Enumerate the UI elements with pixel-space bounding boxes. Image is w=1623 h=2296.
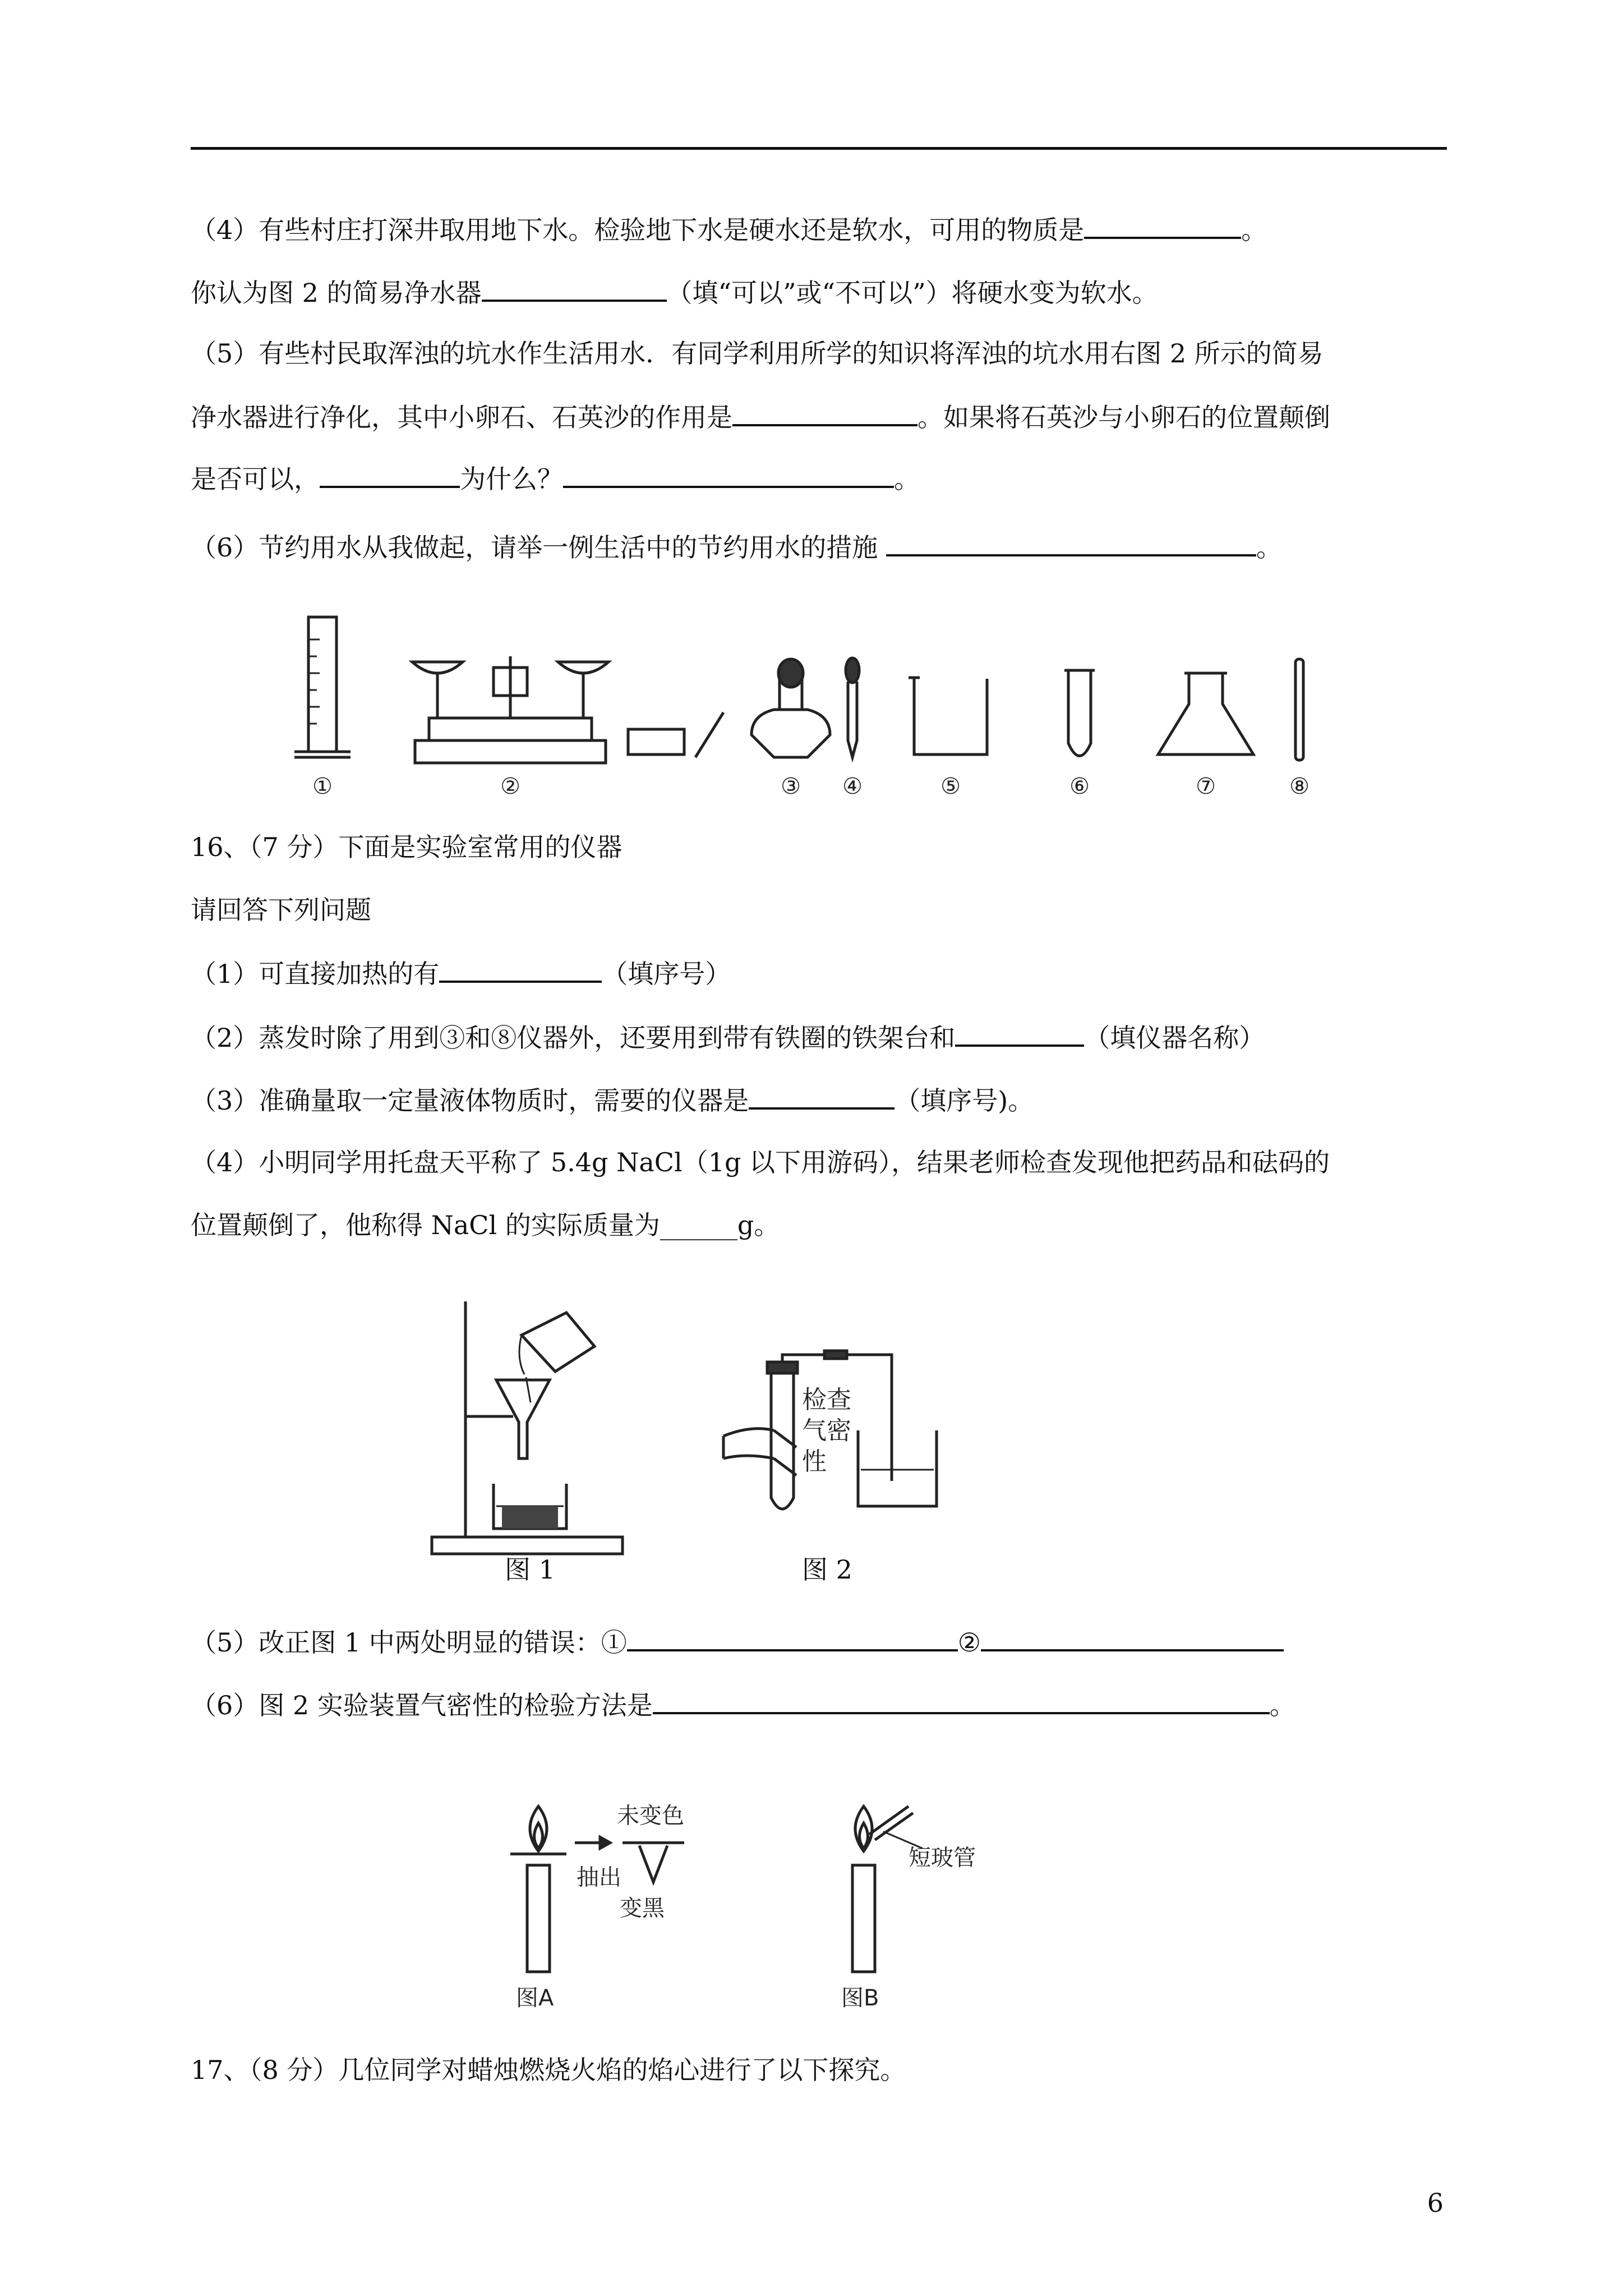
fig2-label-line2: 气密 [802,1416,851,1445]
q16-p6-end: 。 [1269,1690,1295,1720]
figA-bottom-label: 变黑 [620,1895,665,1921]
q16-p2 [191,1020,1265,1055]
answer-blank[interactable] [482,275,667,302]
figB-caption: 图B [841,1985,879,2011]
q16-p1 [191,956,731,991]
q16-p3-end: （填序号)。 [895,1085,1034,1116]
q15-p4a [191,212,1267,247]
fig2-label-line3: 性 [802,1447,827,1476]
figA-caption: 图A [516,1985,554,2011]
instrument-label: ④ [842,774,863,799]
q16-intro: 请回答下列问题 [191,895,371,925]
test-tube-icon [1064,670,1095,756]
q15-p5c-mid: 为什么？ [460,464,563,494]
q15-p6-text: （6）节约用水从我做起，请举一例生活中的节约用水的措施 [191,532,878,563]
fig1-caption: 图 1 [505,1554,555,1585]
instrument-label: ② [500,774,520,799]
alcohol-lamp-icon [751,659,830,757]
q16-p2-text: （2）蒸发时除了用到③和⑧仪器外，还要用到带有铁圈的铁架台和 [191,1023,956,1053]
q16-p3 [191,1083,1034,1117]
glass-rod-icon [1295,659,1303,760]
instrument-label: ③ [781,774,801,799]
answer-blank[interactable] [981,1625,1284,1651]
answer-blank[interactable] [627,1625,958,1651]
q15-p4b-text: 你认为图 2 的简易净水器 [191,278,482,308]
instrument-label: ⑧ [1289,774,1310,799]
answer-blank[interactable] [320,461,460,488]
q15-p4b-end: （填“可以”或“不可以”）将硬水变为软水。 [666,278,1158,308]
fig2-caption: 图 2 [802,1554,852,1585]
answer-blank[interactable] [1084,212,1241,239]
figA-arrow-label: 抽出 [577,1865,621,1890]
graduated-cylinder-icon [294,617,351,757]
figA-top-label: 未变色 [617,1803,684,1829]
page-number: 6 [1427,2188,1444,2218]
q16-p1-end: （填序号） [602,959,731,989]
instrument-label: ⑤ [940,774,961,799]
q16-p5 [191,1625,1284,1659]
q16-p5-text: （5）改正图 1 中两处明显的错误：① [191,1627,627,1658]
q15-p5c [191,461,920,496]
q15-p4a-end: 。 [1241,215,1267,245]
instrument-label: ① [312,774,333,799]
balance-icon [412,656,723,763]
q15-p5c-end: 。 [894,464,920,494]
answer-blank[interactable] [732,399,917,426]
q16-p4b: 位置颠倒了，他称得 NaCl 的实际质量为______g。 [191,1210,780,1240]
q15-p5a: （5）有些村民取浑浊的坑水作生活用水．有同学利用所学的知识将浑浊的坑水用右图 2 所示的简易 [191,338,1324,369]
q15-p6 [191,530,1282,564]
answer-blank[interactable] [955,1020,1084,1047]
q17-title: 17、（8 分）几位同学对蜡烛燃烧火焰的焰心进行了以下探究。 [191,2055,906,2085]
q16-p6 [191,1687,1295,1722]
q15-p4b [191,275,1158,310]
q15-p6-end: 。 [1256,532,1282,563]
candle-figures [505,1795,1066,2031]
q16-p6-text: （6）图 2 实验装置气密性的检验方法是 [191,1690,653,1720]
answer-blank[interactable] [886,530,1256,556]
q16-title: 16、（7 分）下面是实验室常用的仪器 [191,832,623,862]
header-rule [191,147,1447,150]
conical-flask-icon [1158,673,1253,754]
q15-p5b [191,399,1330,434]
q15-p4a-text: （4）有些村庄打深井取用地下水。检验地下水是硬水还是软水，可用的物质是 [191,215,1085,245]
q16-p4a: （4）小明同学用托盘天平称了 5.4g NaCl（1g 以下用游码），结果老师检查发现他把药品和砝码的 [191,1147,1330,1177]
fig2-label-line1: 检查 [802,1386,851,1414]
q16-p3-text: （3）准确量取一定量液体物质时，需要的仪器是 [191,1085,749,1116]
q16-p1-text: （1）可直接加热的有 [191,959,440,989]
filtration-figure [404,1290,662,1565]
answer-blank[interactable] [563,461,894,488]
figB-label: 短玻管 [909,1845,976,1871]
answer-blank[interactable] [653,1687,1270,1714]
beaker-icon [909,678,987,754]
q16-p2-end: （填仪器名称） [1084,1023,1265,1053]
instrument-label: ⑥ [1069,774,1090,799]
instrument-label: ⑦ [1196,774,1216,799]
q15-p5c-text: 是否可以， [191,464,320,494]
q15-p5b-text: 净水器进行净化，其中小卵石、石英沙的作用是 [191,402,732,432]
airtightness-figure [712,1346,965,1537]
answer-blank[interactable] [749,1083,895,1110]
lab-instruments-figure [292,606,1357,808]
q15-p5b-end: 。如果将石英沙与小卵石的位置颠倒 [917,402,1330,432]
dropper-icon [846,658,859,757]
answer-blank[interactable] [439,956,602,983]
q16-p5-mid: ② [957,1627,981,1658]
